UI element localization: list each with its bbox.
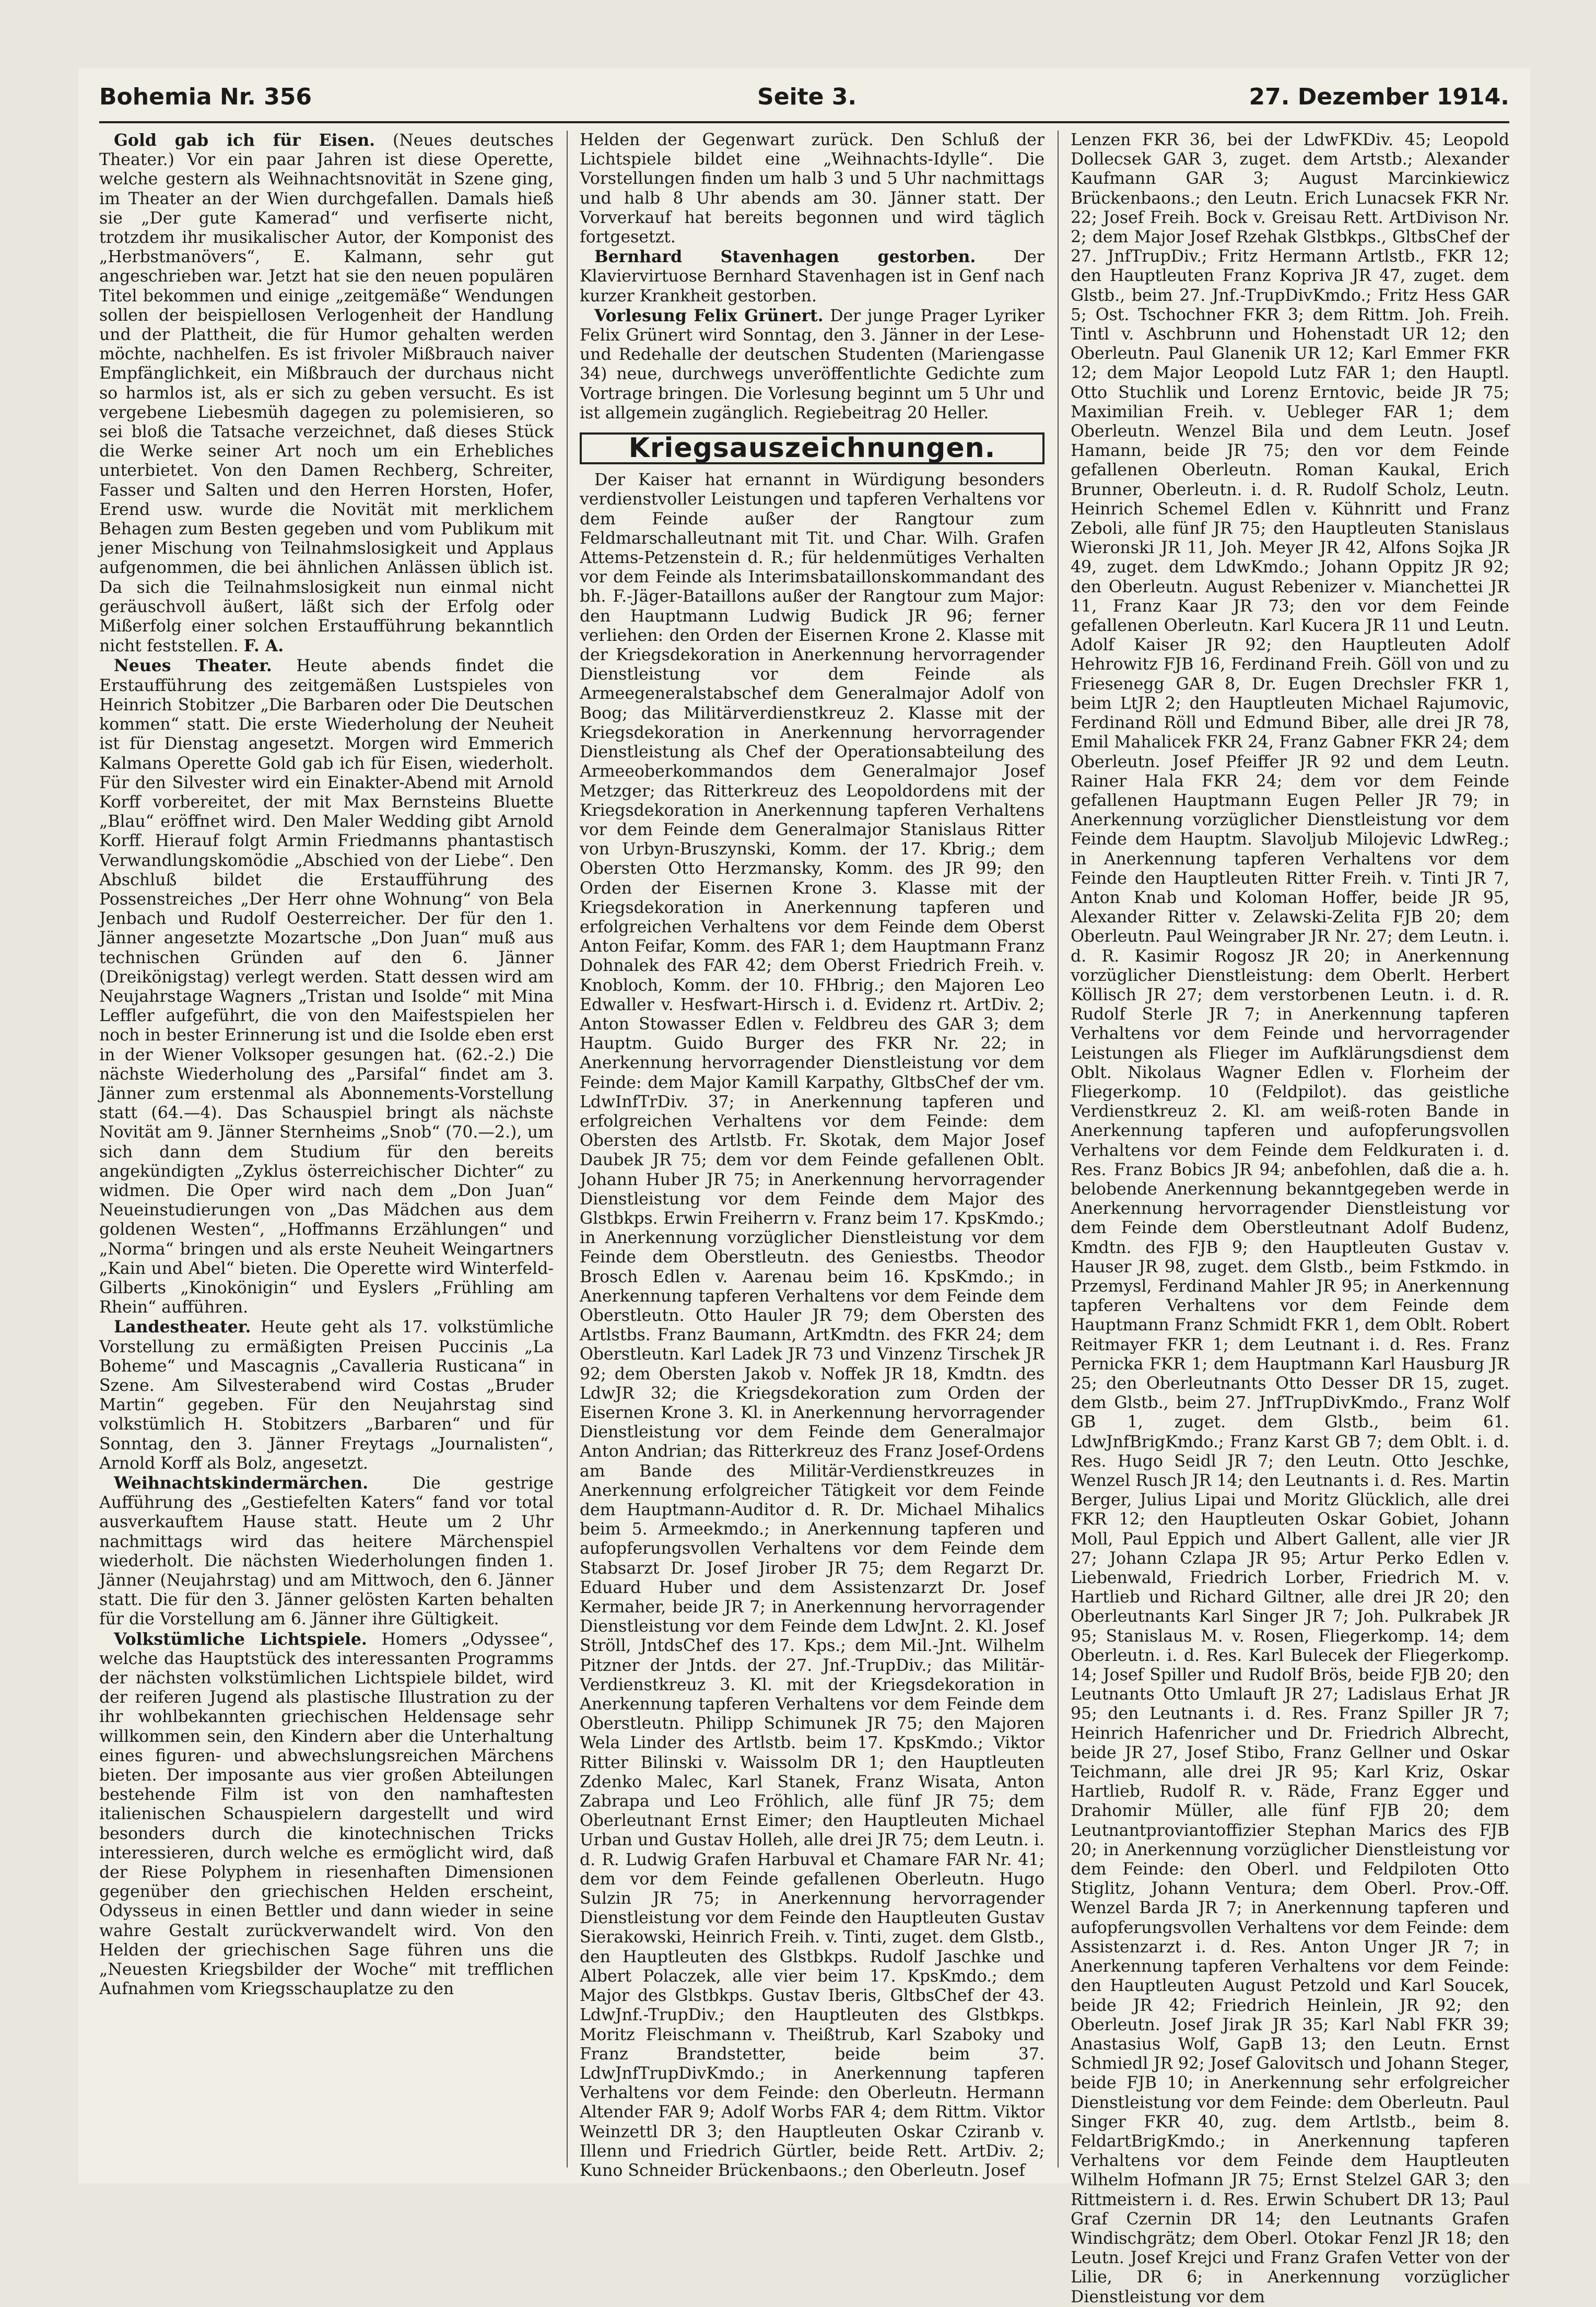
column-3 <box>1071 131 1509 2306</box>
article-body: Die gestrige Aufführung des „Gestiefelten Katers“ fand vor total ausverkauftem Hause statt. Heute um 2 Uhr nachmittags wird das heitere Märchenspiel wiederholt. Die nächsten Wiederholungen finden 1. Jänner (Neujahrstag) und am Mittwoch, den 6. Jänner statt. Die für den 3. Jänner gelösten Karten behalten für die Vorstellung am 6. Jänner ihre Gültigkeit. <box>99 1474 554 1629</box>
column-1 <box>99 131 554 2178</box>
article-title: Gold gab ich für Eisen. <box>114 131 375 150</box>
article-landestheater <box>99 1317 554 1473</box>
kriegs-text-part1: Der Kaiser hat ernannt in Würdigung besonders verdienstvoller Leistungen und tapferen Verhaltens vor dem Feinde außer der Rangtour zum Feldmarschalleutnant mit Tit. und Char. Wilh. Grafen Attems-Petzenstein d. R.; für heldenmütiges Verhalten vor dem Feinde als Interimsbataillonskommandant des bh. F.-Jäger-Bataillons außer der Rangtour zum Major: den Hauptmann Ludwig Budick JR 96; ferner verliehen: den Orden der Eisernen Krone 2. Klasse mit der Kriegsdekoration in Anerkennung hervorragender Dienstleistung vor dem Feinde als Armeegeneralstabschef dem Generalmajor Adolf von Boog; das Militärverdienstkreuz 2. Klasse mit der Kriegsdekoration in Anerkennung hervorragender Dienstleistung als Chef der Operationsabteilung des Armeeoberkommandos dem Generalmajor Josef Metzger; das Ritterkreuz des Leopoldordens mit der Kriegsdekoration in Anerkennung tapferen Verhaltens vor dem Feinde dem Generalmajor Stanislaus Ritter von Urbyn-Bruszynski, Komm. der 17. Kbrig.; dem Obersten Otto Herzmansky, Komm. des JR 99; den Orden der Eisernen Krone 3. Klasse mit der Kriegsdekoration in Anerkennung tapferen und erfolgreichen Verhaltens vor dem Feinde dem Oberst Anton Feifar, Komm. des FAR 1; dem Hauptmann Franz Dohnalek des FAR 42; dem Oberst Friedrich Freih. v. Knobloch, Komm. der 10. FHbrig.; den Majoren Leo Edwaller v. Hesfwart-Hirsch i. d. Evidenz rt. ArtDiv. 2; Anton Stowasser Edlen v. Feldbreu des GAR 3; dem Hauptm. Guido Burger des FKR Nr. 22; in Anerkennung hervorragender Dienstleistung vor dem Feinde: dem Major Kamill Karpathy, GltbsChef der vm. LdwInfTrDiv. 37; in Anerkennung tapferen und erfolgreichen Verhaltens vor dem Feinde: dem Obersten des Artlstb. Fr. Skotak, dem Major Josef Daubek JR 75; dem vor dem Feinde gefallenen Oblt. Johann Huber JR 75; in Anerkennung hervorragender Dienstleistung vor dem Feinde dem Major des Glstbkps. Erwin Freiherrn v. Franz beim 17. KpsKmdo.; in Anerkennung vorzüglicher Dienstleistung vor dem Feinde dem Oberstleutn. des Geniestbs. Theodor Brosch Edlen v. Aarenau beim 16. KpsKmdo.; in Anerkennung tapferen Verhaltens vor dem Feinde dem Oberstleutn. Otto Hauler JR 79; dem Obersten des Artlstbs. Franz Baumann, ArtKmdtn. des FKR 24; dem Oberstleutn. Karl Ladek JR 73 und Vinzenz Tirschek JR 92; dem Obersten Jakob v. Noffek JR 18, Kmdtn. des LdwJR 32; die Kriegsdekoration zum Orden der Eisernen Krone 3. Kl. in Anerkennung hervorragender Dienstleistung vor dem Feinde dem Generalmajor Anton Andrian; das Ritterkreuz des Franz Josef-Ordens am Bande des Militär-Verdienstkreuzes in Anerkennung erfolgreicher Tätigkeit vor dem Feinde dem Hauptmann-Auditor d. R. Dr. Michael Mihalics beim 5. Armeekmdo.; in Anerkennung tapferen und aufopferungsvollen Verhaltens vor dem Feinde dem Stabsarzt Dr. Josef Jirober JR 75; dem Regarzt Dr. Eduard Huber und dem Assistenzarzt Dr. Josef Kermaher, beide JR 7; in Anerkennung hervorragender Dienstleistung vor dem Feinde dem LdwJnt. 2. Kl. Josef Ströll, JntdsChef des 17. Kps.; dem Mil.-Jnt. Wilhelm Pitzner der Jntds. der 27. Jnf.-TrupDiv.; das Militär-Verdienstkreuz 3. Kl. mit der Kriegsdekoration in Anerkennung tapferen Verhaltens vor dem Feinde dem Oberstleutn. Philipp Schimunek JR 75; den Majoren Wela Linder des Artlstb. beim 17. KpsKmdo.; Viktor Ritter Bilinski v. Waissolm DR 1; den Hauptleuten Zdenko Malec, Karl Stanek, Franz Wisata, Anton Zabrapa und Leo Fröhlich, alle fünf JR 75; dem Oberleutnant Ernst Eimer; den Hauptleuten Michael Urban und Gustav Holleh, alle drei JR 75; dem Leutn. i. d. R. Ludwig Grafen Harbuval et Chamare FAR Nr. 41; dem vor dem Feinde gefallenen Oberleutn. Hugo Sulzin JR 75; in Anerkennung hervorragender Dienstleistung vor dem Feinde den Hauptleuten Gustav Sierakowski, Heinrich Freih. v. Tinti, zuget. dem Glstb., den Hauptleuten des Glstbkps. Rudolf Jaschke und Albert Polaczek, alle vier beim 17. KpsKmdo.; dem Major des Glstbkps. Gustav Iberis, GltbsChef der 43. LdwJnf.-TrupDiv.; den Hauptleuten des Glstbkps. Moritz Fleischmann v. Theißtrub, Karl Szaboky und Franz Brandstetter, beide beim 37. LdwJnfTrupDivKmdo.; in Anerkennung tapferen Verhaltens vor dem Feinde: den Oberleutn. Hermann Altender FAR 9; Adolf Worbs FAR 4; dem Rittm. Viktor Weinzettl DR 3; den Hauptleuten Oskar Cziranb v. Illenn und Friedrich Gürtler, beide Rett. ArtDiv. 2; Kuno Schneider Brückenbaons.; den Oberleutn. Josef <box>580 471 1045 2180</box>
masthead: Bohemia Nr. 356 <box>99 84 312 110</box>
article-continuation: Helden der Gegenwart zurück. Den Schluß der Lichtspiele bildet eine „Weihnachts-Idylle“. Die Vorstellungen finden um halb 3 und 5 Uhr nachmittags und halb 8 Uhr abends am 30. Jänner statt. Der Vorverkauf hat bereits begonnen und wird täglich fortgesetzt. <box>580 131 1045 247</box>
article-neues-theater <box>99 656 554 1317</box>
column-divider <box>567 131 568 2168</box>
article-title: Landestheater. <box>114 1317 251 1337</box>
article-body: Heute geht als 17. volkstümliche Vorstellung zu ermäßigten Preisen Puccinis „La Boheme“ und Mascagnis „Cavalleria Rusticana“ in Szene. Am Silvesterabend wird Costas „Bruder Martin“ gegeben. Für den Neujahrstag sind volkstümlich H. Stobitzers „Barbaren“ und für Sonntag, den 3. Jänner Freytags „Journalisten“, Arnold Korff als Bolz, angesetzt. <box>99 1318 554 1473</box>
column-2 <box>580 131 1045 2178</box>
article-signature: F. A. <box>243 636 284 656</box>
article-body: (Neues deutsches Theater.) Vor ein paar Jahren ist diese Operette, welche gestern als Weihnachtsnovität in Szene ging, im Theater an der Wien durchgefallen. Damals hieß sie „Der gute Kamerad“ und verfiserte nicht, trotzdem ihr musikalischer Autor, der Komponist des „Herbstmanövers“, E. Kalmann, sehr gut angeschrieben war. Jetzt hat sie den neuen populären Titel bekommen und einige „zeitgemäße“ Wendungen sollen der beispiellosen Verlogenheit der Handlung und der Plattheit, die für Humor gehalten werden möchte, nachhelfen. Es ist frivoler Mißbrauch naiver Empfänglichkeit, ein Mißbrauch der durchaus nicht so harmlos ist, als er sich zu geben versucht. Es ist vergebene Liebesmüh dagegen zu polemisieren, so sei bloß die Tatsache verzeichnet, daß dieses Stück die Werke seiner Art noch um ein Erhebliches unterbietet. Von den Damen Rechberg, Schreiter, Fasser und Salten und den Herren Horsten, Hofer, Erend usw. wurde die Novität mit merklichem Behagen zum Besten gegeben und vom Publikum mit jener Mischung von Teilnahmslosigkeit und Applaus aufgenommen, die bei ähnlichen Anlässen üblich ist. Da sich die Teilnahmslosigkeit nun einmal nicht geräuschvoll äußert, läßt sich der Erfolg oder Mißerfolg einer solchen Erstaufführung bekanntlich nicht feststellen. <box>99 131 554 656</box>
page-header <box>99 78 1509 120</box>
article-title: Bernhard Stavenhagen gestorben. <box>594 247 976 267</box>
article-gold <box>99 131 554 656</box>
article-title: Volkstümliche Lichtspiele. <box>114 1629 367 1649</box>
article-title: Vorlesung Felix Grünert. <box>594 306 824 325</box>
header-rule <box>99 121 1509 123</box>
newspaper-page <box>78 68 1530 2306</box>
page-number: Seite 3. <box>757 84 857 110</box>
article-body: Der Klaviervirtuose Bernhard Stavenhagen ist in Genf nach kurzer Krankheit gestorben. <box>580 248 1045 306</box>
article-body: Heute abends findet die Erstaufführung des zeitgemäßen Lustspieles von Heinrich Stobitzer „Die Barbaren oder Die Deutschen kommen“ statt. Die erste Wiederholung der Neuheit ist für Dienstag angesetzt. Morgen wird Emmerich Kalmans Operette Gold gab ich für Eisen, wiederholt. Für den Silvester wird ein Einakter-Abend mit Arnold Korff vorbereitet, der mit Max Bernsteins Bluette „Blau“ eröffnet wird. Den Maler Wedding gibt Arnold Korff. Hierauf folgt Armin Friedmanns phantastisch Verwandlungskomödie „Abschied von der Liebe“. Den Abschluß bildet die Erstaufführung des Possenstreiches „Der Herr ohne Wohnung“ von Bela Jenbach und Rudolf Oesterreicher. Der für den 1. Jänner angesetzte Mozartsche „Don Juan“ muß aus technischen Gründen auf den 6. Jänner (Dreikönigstag) verlegt werden. Statt dessen wird am Neujahrstage Wagners „Tristan und Isolde“ mit Mina Leffler aufgeführt, die von den Maifestspielen her noch in bester Erinnerung ist und die Isolde eben erst in der Wiener Volksoper gesungen hat. (62.-2.) Die nächste Wiederholung des „Parsifal“ findet am 3. Jänner zum erstenmal als Abonnements-Vorstellung statt (64.—4). Das Schauspiel bringt als nächste Novität am 9. Jänner Sternheims „Snob“ (70.—2.), um sich dann dem Studium für den bereits angekündigten „Zyklus österreichischer Dichter“ zu widmen. Die Oper wird nach dem „Don Juan“ Neueinstudierungen von „Das Mädchen aus dem goldenen Westen“, „Hoffmanns Erzählungen“ und „Norma“ bringen und als erste Neuheit Weingartners „Kain und Abel“ bieten. Die Operette wird Winterfeld-Gilberts „Kinokönigin“ und Eyslers „Frühling am Rhein“ aufführen. <box>99 657 554 1317</box>
article-body: Der junge Prager Lyriker Felix Grünert wird Sonntag, den 3. Jänner in der Lese- und Redehalle der deutschen Studenten (Mariengasse 34) neue, durchwegs unveröffentlichte Gedichte zum Vortrage bringen. Die Vorlesung beginnt um 5 Uhr und ist allgemein zugänglich. Regiebeitrag 20 Heller. <box>580 306 1045 423</box>
article-kindermaerchen <box>99 1473 554 1630</box>
kriegs-text-part2: Lenzen FKR 36, bei der LdwFKDiv. 45; Leopold Dollecsek GAR 3, zuget. dem Artstb.; Alexander Kaufmann GAR 3; August Marcinkiewicz Brückenbaons.; den Leutn. Erich Lunacsek FKR Nr. 22; Josef Freih. Bock v. Greisau Rett. ArtDivison Nr. 2; dem Major Josef Rzehak Glstbkps., GltbsChef der 27. JnfTrupDiv.; Fritz Hermann Artlstb., FKR 12; den Hauptleuten Franz Kopriva JR 47, zuget. dem Glstb., beim 27. Jnf.-TrupDivKmdo.; Fritz Hess GAR 5; Ost. Tschochner FKR 3; dem Rittm. Joh. Freih. Tintl v. Aschbrunn und Hohenstadt UR 12; den Oberleutn. Paul Glanenik UR 12; Karl Emmer FKR 12; dem Major Leopold Lutz FAR 1; den Hauptl. Otto Stuchlik und Lorenz Erntovic, beide JR 75; Maximilian Freih. v. Uebleger FAR 1; dem Oberleutn. Wenzel Bila und dem Leutn. Josef Hamann, beide JR 75; den vor dem Feinde gefallenen Oberleutn. Roman Kaukal, Erich Brunner, Oberleutn. i. d. R. Rudolf Scholz, Leutn. Heinrich Schemel Edlen v. Kühnritt und Franz Zeboli, alle fünf JR 75; den Hauptleuten Stanislaus Wieronski JR 11, Joh. Meyer JR 42, Alfons Sojka JR 49, zuget. dem LdwKmdo.; Johann Oppitz JR 92; den Oberleutn. August Rebenizer v. Mianchettei JR 11, Franz Kaar JR 73; den vor dem Feinde gefallenen Oberleutn. Karl Kucera JR 11 und Leutn. Adolf Kaiser JR 92; den Hauptleuten Adolf Hehrowitz FJB 16, Ferdinand Freih. Göll von und zu Friesenegg GAR 8, Dr. Eugen Drechsler FKR 1, beim LtJR 2; den Hauptleuten Michael Rajumovic, Ferdinand Röll und Edmund Biber, alle drei JR 78, Emil Mahalicek FKR 24, Franz Gabner FKR 24; dem Oberleutn. Josef Pfeiffer JR 92 und dem Leutn. Rainer Hala FKR 24; dem vor dem Feinde gefallenen Hauptmann Eugen Peller JR 79; in Anerkennung vorzüglicher Dienstleistung vor dem Feinde dem Hauptm. Slavoljub Milojevic LdwReg.; in Anerkennung tapferen Verhaltens vor dem Feinde den Hauptleuten Ritter Freih. v. Tinti JR 7, Anton Knab und Koloman Hoffer, beide JR 95, Alexander Ritter v. Zelawski-Zelita FJB 20; dem Oberleutn. Paul Weingraber JR Nr. 27; dem Leutn. i. d. R. Kasimir Rogosz JR 20; in Anerkennung vorzüglicher Dienstleistung: dem Oberlt. Herbert Köllisch JR 27; dem verstorbenen Leutn. i. d. R. Rudolf Sterle JR 7; in Anerkennung tapferen Verhaltens vor dem Feinde und hervorragender Leistungen als Flieger im Aufklärungsdienst dem Oblt. Nikolaus Wagner Edlen v. Florheim der Fliegerkomp. 10 (Feldpilot). das geistliche Verdienstkreuz 2. Kl. am weiß-roten Bande in Anerkennung tapferen und aufopferungsvollen Verhaltens vor dem Feinde dem Feldkuraten i. d. Res. Franz Bobics JR 94; anbefohlen, daß die a. h. belobende Anerkennung bekanntgegeben werde in Anerkennung hervorragender Dienstleistung vor dem Feinde dem Oberstleutnant Adolf Budenz, Kmdtn. des FJB 9; den Hauptleuten Gustav v. Hauser JR 98, zuget. dem Glstb., beim Fstkmdo. in Przemysl, Ferdinand Mahler JR 95; in Anerkennung tapferen Verhaltens vor dem Feinde dem Hauptmann Franz Schmidt FKR 1, dem Oblt. Robert Reitmayer FKR 1; dem Leutnant i. d. Res. Franz Pernicka FKR 1; dem Hauptmann Karl Hausburg JR 25; den Oberleutnants Otto Desser DR 15, zuget. dem Glstb., beim 27. JnfTrupDivKmdo., Franz Wolf GB 1, zuget. dem Glstb., beim 61. LdwJnfBrigKmdo.; Franz Karst GB 7; dem Oblt. i. d. Res. Hugo Seidl JR 7; den Leutn. Otto Jeschke, Wenzel Rusch JR 14; den Leutnants i. d. Res. Martin Berger, Julius Lipai und Moritz Glücklich, alle drei FKR 12; den Hauptleuten Oskar Gobiet, Johann Moll, Paul Eppich und Albert Gallent, alle vier JR 27; Johann Czlapa JR 95; Artur Perko Edlen v. Liebenwald, Friedrich Lorber, Friedrich M. v. Hartlieb und Richard Giltner, alle drei JR 20; den Oberleutnants Karl Singer JR 7; Joh. Pulkrabek JR 95; Stanislaus M. v. Rosen, Fliegerkomp. 14; dem Oberleutn. i. d. Res. Karl Bulecek der Fliegerkomp. 14; Josef Spiller und Rudolf Brös, beide FJB 20; den Leutnants Otto Umlauft JR 27; Ladislaus Erhat JR 95; den Leutnants i. d. Res. Franz Spiller JR 7; Heinrich Hafenricher und Dr. Friedrich Albrecht, beide JR 27, Josef Stibo, Franz Gellner und Oskar Teichmann, alle drei JR 95; Karl Kriz, Oskar Hartlieb, Rudolf R. v. Räde, Franz Egger und Drahomir Müller, alle fünf FJB 20; dem Leutnantproviantoffizier Stephan Marics des FJB 20; in Anerkennung vorzüglicher Dienstleistung vor dem Feinde: den Oberl. und Feldpiloten Otto Stiglitz, Johann Ventura; dem Oberl. Prov.-Off. Wenzel Barda JR 7; in Anerkennung tapferen und aufopferungsvollen Verhaltens vor dem Feinde: dem Assistenzarzt i. d. Res. Anton Unger JR 7; in Anerkennung tapferen Verhaltens vor dem Feinde: den Hauptleuten August Petzold und Karl Soucek, beide JR 42; Friedrich Heinlein, JR 92; den Oberleutn. Josef Jirak JR 35; Karl Nabl FKR 39; Anastasius Wolf, GapB 13; den Leutn. Ernst Schmiedl JR 92; Josef Galovitsch und Johann Steger, beide FJB 10; in Anerkennung sehr erfolgreicher Dienstleistung vor dem Feinde: dem Oberleutn. Paul Singer FKR 40, zug. dem Artlstb., beim 8. FeldartBrigKmdo.; in Anerkennung tapferen Verhaltens vor dem Feinde dem Hauptleuten Wilhelm Hofmann JR 75; Ernst Stelzel GAR 3; den Rittmeistern i. d. Res. Erwin Schubert DR 13; Paul Graf Czernin DR 14; den Leutnants Grafen Windischgrätz; dem Oberl. Otokar Fenzl JR 18; den Leutn. Josef Krejci und Franz Grafen Vetter von der Lilie, DR 6; in Anerkennung vorzüglicher Dienstleistung vor dem <box>1071 131 1509 2306</box>
section-title-kriegsauszeichnungen: Kriegsauszeichnungen. <box>580 432 1045 464</box>
article-lichtspiele <box>99 1630 554 1999</box>
issue-date: 27. Dezember 1914. <box>1249 84 1509 110</box>
article-body: Homers „Odyssee“, welche das Hauptstück des interessanten Programms der nächsten volkstümlichen Lichtspiele bildet, wird der reiferen Jugend als plastische Illustration zu der ihr wohlbekannten griechischen Heldensage sehr willkommen sein, den Kindern aber die Unterhaltung eines figuren- und abwechslungsreichen Märchens bieten. Der imposante aus vier großen Abteilungen bestehende Film ist von den namhaftesten italienischen Schauspielern dargestellt und wird besonders durch die kinotechnischen Tricks interessieren, durch welche es ermöglicht wird, daß der Riese Polyphem in riesenhaften Dimensionen gegenüber den griechischen Helden erscheint, Odysseus in einen Bettler und dann wieder in seine wahre Gestalt zurückverwandelt wird. Von den Helden der griechischen Sage führen uns die „Neuesten Kriegsbilder der Woche“ mit trefflichen Aufnahmen vom Kriegsschauplatze zu den <box>99 1630 554 1999</box>
article-title: Weihnachtskindermärchen. <box>114 1473 369 1493</box>
article-title: Neues Theater. <box>114 656 272 676</box>
article-stavenhagen <box>580 247 1045 306</box>
article-vorlesung <box>580 306 1045 423</box>
column-divider <box>1058 131 1059 2168</box>
